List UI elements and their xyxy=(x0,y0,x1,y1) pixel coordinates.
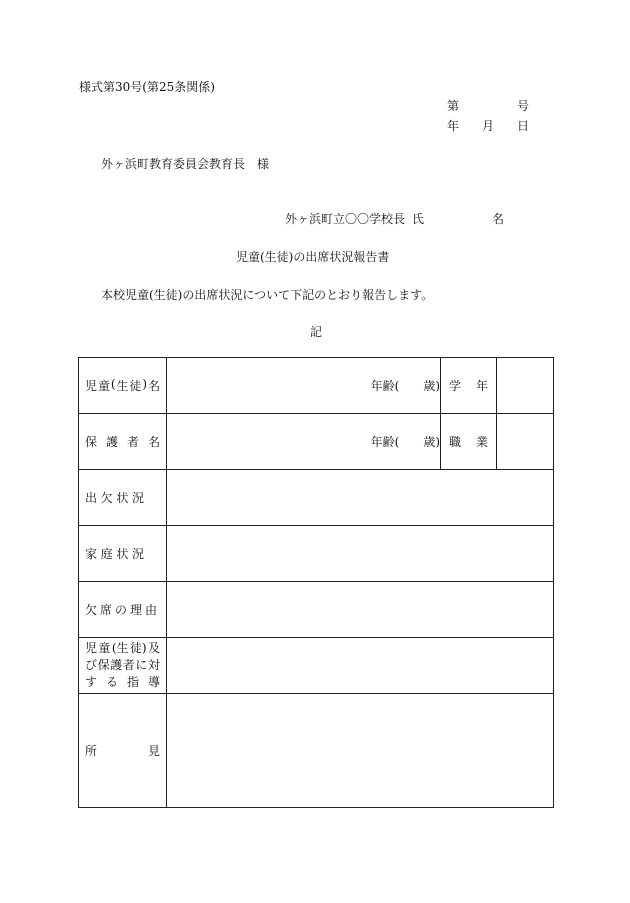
age-close: 歳) xyxy=(423,435,440,449)
age-label: 年齢( xyxy=(370,379,400,393)
occupation-cell[interactable] xyxy=(497,414,554,470)
addressee: 外ヶ浜町教育委員会教育長 様 xyxy=(101,157,270,171)
sender-org: 外ヶ浜町立〇〇学校長 xyxy=(285,212,406,226)
age-close: 歳) xyxy=(423,379,440,393)
ki-mark: 記 xyxy=(310,325,323,339)
attendance-cell[interactable] xyxy=(167,470,554,526)
child-name-age-cell[interactable] xyxy=(167,358,441,414)
label-absence-reason: 欠席の理由 xyxy=(79,582,167,638)
row-absence-reason xyxy=(79,582,554,638)
label-guardian-name: 保 護 者 名 xyxy=(79,414,167,470)
label-guidance xyxy=(79,638,167,694)
grade-cell[interactable] xyxy=(497,358,554,414)
body-text: 本校児童(生徒)の出席状況について下記のとおり報告します。 xyxy=(101,288,434,302)
attendance-report-table xyxy=(78,357,554,808)
row-guardian-name xyxy=(79,414,554,470)
row-attendance xyxy=(79,470,554,526)
row-child-name xyxy=(79,358,554,414)
guidance-line-3: す る 指 導 xyxy=(85,675,160,689)
sender-name: 氏 名 xyxy=(412,212,504,226)
document-number: 第 号 xyxy=(447,99,529,113)
opinion-cell[interactable] xyxy=(167,694,554,808)
family-cell[interactable] xyxy=(167,526,554,582)
label-grade: 学 年 xyxy=(441,358,497,414)
guidance-line-1: 児 童 (生 徒) 及 xyxy=(85,641,160,655)
absence-reason-cell[interactable] xyxy=(167,582,554,638)
age-label: 年齢( xyxy=(370,435,400,449)
guardian-name-age-cell[interactable] xyxy=(167,414,441,470)
label-child-name: 児 童 ( 生 徒 ) 名 xyxy=(79,358,167,414)
label-occupation: 職 業 xyxy=(441,414,497,470)
row-guidance xyxy=(79,638,554,694)
guidance-line-2: び 保 護 者 に 対 xyxy=(85,658,160,672)
row-opinion xyxy=(79,694,554,808)
document-date: 年 月 日 xyxy=(447,119,529,133)
label-family: 家 庭 状 況 xyxy=(79,526,167,582)
document-title: 児童(生徒)の出席状況報告書 xyxy=(236,250,390,264)
label-opinion: 所 見 xyxy=(79,694,167,808)
form-number: 様式第30号(第25条関係) xyxy=(79,80,215,94)
guidance-cell[interactable] xyxy=(167,638,554,694)
label-attendance: 出 欠 状 況 xyxy=(79,470,167,526)
row-family xyxy=(79,526,554,582)
